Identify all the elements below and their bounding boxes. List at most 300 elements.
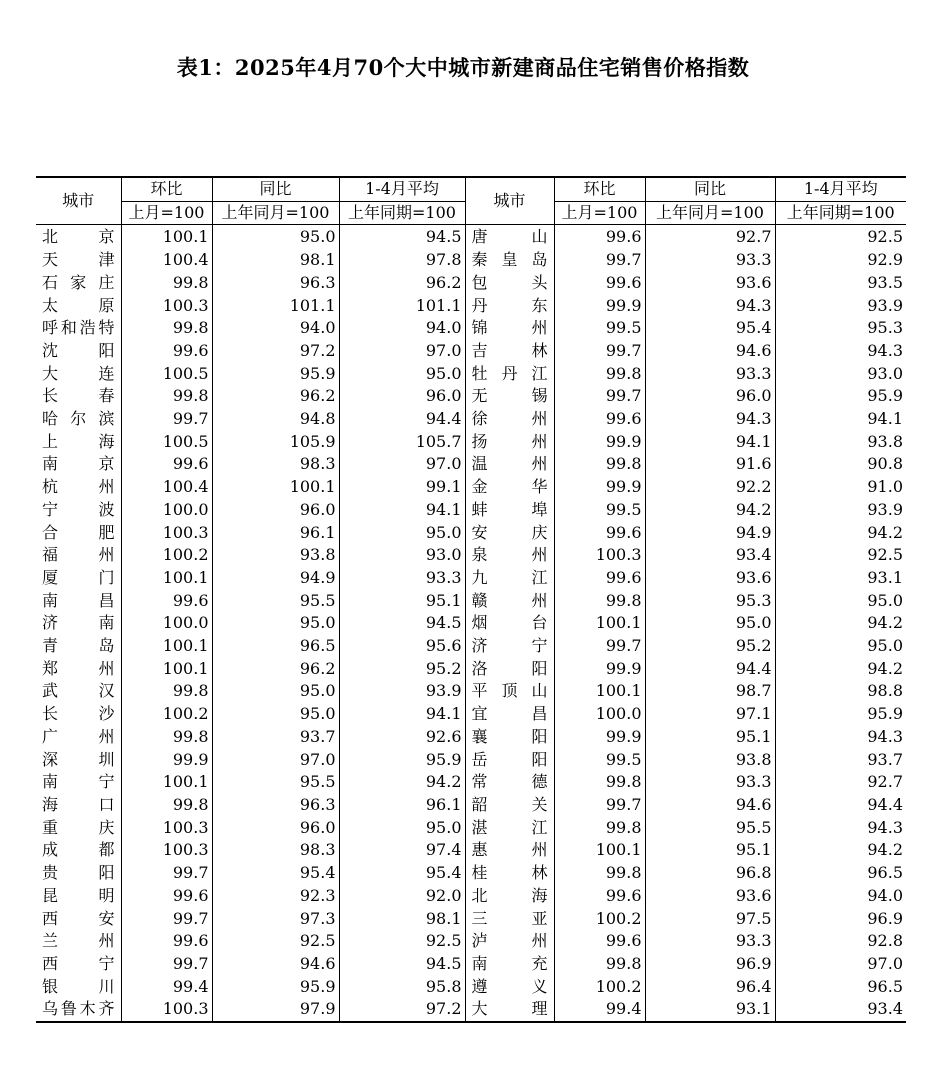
col-base-mom-left: 上月=100 [121, 201, 212, 225]
cell-yoy-left: 105.9 [212, 431, 339, 454]
cell-mom-left: 99.8 [121, 726, 212, 749]
cell-avg-left: 92.0 [339, 885, 465, 908]
table-row [36, 839, 906, 862]
cell-mom-right: 99.8 [554, 453, 645, 476]
cell-yoy-left: 97.9 [212, 998, 339, 1022]
cell-city-left: 杭 州 [42, 477, 115, 497]
cell-mom-right: 99.6 [554, 225, 645, 249]
cell-yoy-right: 94.4 [645, 658, 775, 681]
table-row [36, 749, 906, 772]
cell-city-left: 北 京 [42, 227, 115, 247]
table-row [36, 885, 906, 908]
cell-city-right: 岳 阳 [471, 749, 548, 769]
cell-avg-left: 95.0 [339, 817, 465, 840]
cell-mom-right: 99.5 [554, 317, 645, 340]
cell-city-left: 海 口 [42, 794, 115, 814]
table-row [36, 658, 906, 681]
cell-city-right: 吉 林 [471, 340, 548, 360]
cell-mom-left: 100.5 [121, 363, 212, 386]
cell-city-left: 银 川 [42, 976, 115, 996]
cell-avg-left: 94.5 [339, 612, 465, 635]
table-row [36, 680, 906, 703]
table-row [36, 272, 906, 295]
cell-city-left: 石家庄 [42, 272, 115, 292]
cell-yoy-right: 93.4 [645, 544, 775, 567]
cell-yoy-left: 96.2 [212, 385, 339, 408]
cell-city-left: 武 汉 [42, 681, 115, 701]
cell-avg-right: 94.2 [775, 612, 906, 635]
cell-yoy-right: 95.5 [645, 817, 775, 840]
table-row [36, 794, 906, 817]
cell-avg-left: 94.5 [339, 953, 465, 976]
cell-city-left: 福 州 [42, 545, 115, 565]
cell-avg-right: 94.3 [775, 340, 906, 363]
cell-avg-right: 91.0 [775, 476, 906, 499]
cell-yoy-left: 95.0 [212, 703, 339, 726]
cell-city-right: 唐 山 [471, 227, 548, 247]
table-row [36, 431, 906, 454]
cell-mom-left: 100.3 [121, 839, 212, 862]
cell-yoy-right: 96.0 [645, 385, 775, 408]
cell-yoy-left: 97.2 [212, 340, 339, 363]
cell-yoy-left: 96.0 [212, 817, 339, 840]
header-row-1 [36, 177, 906, 201]
table-row [36, 976, 906, 999]
cell-city-left: 广 州 [42, 726, 115, 746]
cell-mom-right: 99.9 [554, 295, 645, 318]
cell-yoy-right: 95.4 [645, 317, 775, 340]
cell-mom-right: 100.1 [554, 612, 645, 635]
table-row [36, 590, 906, 613]
cell-avg-left: 97.0 [339, 453, 465, 476]
cell-city-right: 泉 州 [471, 545, 548, 565]
cell-yoy-right: 95.3 [645, 590, 775, 613]
cell-city-right: 徐 州 [471, 409, 548, 429]
cell-mom-right: 99.6 [554, 930, 645, 953]
cell-city-left: 上 海 [42, 431, 115, 451]
cell-mom-left: 100.4 [121, 476, 212, 499]
cell-mom-right: 99.6 [554, 885, 645, 908]
table-row [36, 453, 906, 476]
table-row [36, 635, 906, 658]
cell-mom-left: 100.3 [121, 295, 212, 318]
cell-avg-left: 95.0 [339, 363, 465, 386]
cell-mom-left: 99.8 [121, 317, 212, 340]
cell-yoy-left: 101.1 [212, 295, 339, 318]
cell-avg-left: 97.8 [339, 249, 465, 272]
cell-mom-right: 99.6 [554, 567, 645, 590]
cell-mom-left: 99.8 [121, 794, 212, 817]
cell-avg-left: 94.2 [339, 771, 465, 794]
cell-city-left: 贵 阳 [42, 863, 115, 883]
cell-city-right: 湛 江 [471, 817, 548, 837]
cell-yoy-left: 95.5 [212, 771, 339, 794]
cell-yoy-left: 96.0 [212, 499, 339, 522]
cell-avg-right: 92.5 [775, 544, 906, 567]
cell-yoy-right: 98.7 [645, 680, 775, 703]
cell-avg-left: 95.9 [339, 749, 465, 772]
cell-city-right: 大 理 [471, 999, 548, 1019]
cell-avg-left: 94.1 [339, 499, 465, 522]
table-row [36, 771, 906, 794]
table-row [36, 612, 906, 635]
cell-mom-left: 100.0 [121, 499, 212, 522]
cell-mom-right: 99.5 [554, 749, 645, 772]
cell-city-left: 呼和浩特 [42, 318, 115, 338]
cell-city-right: 牡丹江 [471, 363, 548, 383]
cell-yoy-right: 93.1 [645, 998, 775, 1022]
cell-avg-left: 93.9 [339, 680, 465, 703]
cell-avg-right: 94.1 [775, 408, 906, 431]
cell-avg-right: 93.9 [775, 499, 906, 522]
table-row [36, 953, 906, 976]
cell-yoy-left: 96.3 [212, 794, 339, 817]
cell-city-right: 宜 昌 [471, 704, 548, 724]
cell-avg-left: 105.7 [339, 431, 465, 454]
cell-city-right: 常 德 [471, 772, 548, 792]
col-base-avg-right: 上年同期=100 [775, 201, 906, 225]
cell-mom-left: 99.6 [121, 885, 212, 908]
cell-city-right: 桂 林 [471, 863, 548, 883]
cell-avg-right: 92.9 [775, 249, 906, 272]
cell-city-right: 蚌 埠 [471, 499, 548, 519]
cell-yoy-right: 92.2 [645, 476, 775, 499]
cell-yoy-right: 96.9 [645, 953, 775, 976]
cell-avg-left: 96.2 [339, 272, 465, 295]
cell-city-right: 南 充 [471, 953, 548, 973]
cell-city-left: 西 宁 [42, 953, 115, 973]
cell-avg-left: 94.4 [339, 408, 465, 431]
cell-city-left: 西 安 [42, 908, 115, 928]
cell-mom-right: 99.5 [554, 499, 645, 522]
cell-yoy-right: 93.3 [645, 363, 775, 386]
cell-city-left: 大 连 [42, 363, 115, 383]
cell-city-right: 扬 州 [471, 431, 548, 451]
cell-avg-right: 92.5 [775, 225, 906, 249]
table-row [36, 476, 906, 499]
cell-city-left: 深 圳 [42, 749, 115, 769]
cell-mom-left: 99.4 [121, 976, 212, 999]
table-row [36, 522, 906, 545]
cell-mom-left: 99.7 [121, 908, 212, 931]
cell-avg-right: 95.3 [775, 317, 906, 340]
cell-city-left: 南 昌 [42, 590, 115, 610]
cell-mom-left: 99.6 [121, 340, 212, 363]
cell-city-left: 重 庆 [42, 817, 115, 837]
price-index-table [36, 176, 906, 1023]
cell-avg-right: 95.9 [775, 385, 906, 408]
cell-mom-left: 99.9 [121, 749, 212, 772]
col-header-yoy-left: 同比 [212, 177, 339, 201]
cell-mom-right: 99.8 [554, 771, 645, 794]
cell-city-right: 北 海 [471, 885, 548, 905]
cell-avg-right: 94.0 [775, 885, 906, 908]
cell-yoy-right: 96.4 [645, 976, 775, 999]
cell-city-right: 金 华 [471, 477, 548, 497]
cell-mom-right: 99.6 [554, 522, 645, 545]
cell-avg-left: 96.1 [339, 794, 465, 817]
cell-city-right: 安 庆 [471, 522, 548, 542]
table-row [36, 567, 906, 590]
cell-city-right: 无 锡 [471, 386, 548, 406]
table-row [36, 317, 906, 340]
col-base-mom-right: 上月=100 [554, 201, 645, 225]
cell-mom-right: 99.8 [554, 953, 645, 976]
cell-city-right: 丹 东 [471, 295, 548, 315]
cell-yoy-left: 92.3 [212, 885, 339, 908]
cell-city-left: 兰 州 [42, 931, 115, 951]
cell-avg-right: 93.5 [775, 272, 906, 295]
cell-city-right: 烟 台 [471, 613, 548, 633]
cell-yoy-left: 94.6 [212, 953, 339, 976]
cell-city-right: 韶 关 [471, 794, 548, 814]
cell-avg-left: 95.8 [339, 976, 465, 999]
table-row [36, 340, 906, 363]
col-header-avg-left: 1-4月平均 [339, 177, 465, 201]
cell-avg-right: 94.4 [775, 794, 906, 817]
cell-avg-right: 94.3 [775, 726, 906, 749]
col-header-city-left: 城市 [36, 177, 121, 225]
cell-avg-right: 92.7 [775, 771, 906, 794]
cell-yoy-right: 93.6 [645, 567, 775, 590]
cell-mom-left: 100.3 [121, 522, 212, 545]
cell-mom-right: 99.8 [554, 862, 645, 885]
cell-city-left: 太 原 [42, 295, 115, 315]
cell-yoy-left: 93.7 [212, 726, 339, 749]
cell-city-left: 长 沙 [42, 704, 115, 724]
cell-mom-right: 99.8 [554, 590, 645, 613]
cell-yoy-right: 93.3 [645, 930, 775, 953]
col-header-city-right: 城市 [465, 177, 554, 225]
cell-avg-left: 92.5 [339, 930, 465, 953]
cell-mom-left: 100.0 [121, 612, 212, 635]
table-title: 表1：2025年4月70个大中城市新建商品住宅销售价格指数 [176, 55, 750, 80]
cell-yoy-right: 94.9 [645, 522, 775, 545]
cell-city-right: 平顶山 [471, 681, 548, 701]
cell-mom-right: 99.8 [554, 817, 645, 840]
table-row [36, 862, 906, 885]
col-header-avg-right: 1-4月平均 [775, 177, 906, 201]
table-row [36, 817, 906, 840]
col-header-mom-right: 环比 [554, 177, 645, 201]
cell-city-left: 昆 明 [42, 885, 115, 905]
cell-avg-left: 94.0 [339, 317, 465, 340]
cell-yoy-left: 94.8 [212, 408, 339, 431]
cell-avg-right: 95.0 [775, 635, 906, 658]
cell-mom-left: 100.2 [121, 703, 212, 726]
cell-city-right: 襄 阳 [471, 726, 548, 746]
cell-mom-left: 99.6 [121, 590, 212, 613]
table-body [36, 225, 906, 1022]
cell-city-right: 包 头 [471, 272, 548, 292]
cell-mom-left: 99.8 [121, 385, 212, 408]
table-row [36, 726, 906, 749]
cell-yoy-right: 92.7 [645, 225, 775, 249]
cell-yoy-right: 95.1 [645, 839, 775, 862]
cell-yoy-left: 95.9 [212, 363, 339, 386]
cell-mom-left: 99.6 [121, 930, 212, 953]
cell-avg-left: 99.1 [339, 476, 465, 499]
cell-avg-left: 97.0 [339, 340, 465, 363]
table-row [36, 908, 906, 931]
cell-avg-left: 96.0 [339, 385, 465, 408]
cell-mom-right: 100.3 [554, 544, 645, 567]
cell-city-left: 天 津 [42, 250, 115, 270]
cell-city-right: 惠 州 [471, 840, 548, 860]
cell-city-right: 洛 阳 [471, 658, 548, 678]
cell-city-left: 郑 州 [42, 658, 115, 678]
cell-mom-left: 100.1 [121, 635, 212, 658]
cell-avg-right: 93.4 [775, 998, 906, 1022]
cell-yoy-right: 96.8 [645, 862, 775, 885]
cell-avg-right: 93.0 [775, 363, 906, 386]
cell-yoy-right: 95.2 [645, 635, 775, 658]
cell-yoy-left: 95.9 [212, 976, 339, 999]
cell-city-left: 厦 门 [42, 567, 115, 587]
cell-yoy-right: 97.5 [645, 908, 775, 931]
cell-city-left: 宁 波 [42, 499, 115, 519]
cell-avg-right: 97.0 [775, 953, 906, 976]
cell-mom-right: 100.0 [554, 703, 645, 726]
cell-avg-left: 95.0 [339, 522, 465, 545]
cell-avg-left: 95.6 [339, 635, 465, 658]
cell-avg-left: 93.3 [339, 567, 465, 590]
cell-avg-right: 95.9 [775, 703, 906, 726]
cell-mom-right: 99.6 [554, 408, 645, 431]
cell-yoy-right: 94.3 [645, 295, 775, 318]
cell-yoy-left: 97.3 [212, 908, 339, 931]
cell-mom-right: 99.9 [554, 431, 645, 454]
table-row [36, 363, 906, 386]
cell-yoy-left: 95.5 [212, 590, 339, 613]
cell-mom-right: 99.7 [554, 635, 645, 658]
cell-city-right: 济 宁 [471, 636, 548, 656]
cell-city-left: 青 岛 [42, 636, 115, 656]
cell-yoy-right: 95.1 [645, 726, 775, 749]
cell-mom-right: 100.1 [554, 680, 645, 703]
cell-yoy-left: 98.1 [212, 249, 339, 272]
cell-mom-right: 100.1 [554, 839, 645, 862]
cell-yoy-right: 97.1 [645, 703, 775, 726]
cell-mom-right: 99.7 [554, 340, 645, 363]
cell-avg-right: 96.9 [775, 908, 906, 931]
table-row [36, 998, 906, 1022]
cell-avg-left: 93.0 [339, 544, 465, 567]
cell-avg-right: 94.2 [775, 839, 906, 862]
cell-mom-right: 99.7 [554, 249, 645, 272]
cell-yoy-left: 95.0 [212, 612, 339, 635]
cell-yoy-right: 91.6 [645, 453, 775, 476]
cell-mom-left: 100.5 [121, 431, 212, 454]
cell-avg-right: 93.7 [775, 749, 906, 772]
cell-yoy-right: 94.6 [645, 340, 775, 363]
cell-yoy-right: 93.8 [645, 749, 775, 772]
cell-city-left: 合 肥 [42, 522, 115, 542]
cell-avg-right: 93.8 [775, 431, 906, 454]
cell-yoy-right: 94.3 [645, 408, 775, 431]
cell-mom-left: 100.1 [121, 658, 212, 681]
cell-mom-left: 100.1 [121, 225, 212, 249]
cell-yoy-left: 95.0 [212, 680, 339, 703]
cell-yoy-right: 94.6 [645, 794, 775, 817]
cell-yoy-left: 92.5 [212, 930, 339, 953]
table-row [36, 408, 906, 431]
cell-avg-right: 92.8 [775, 930, 906, 953]
cell-city-left: 哈尔滨 [42, 409, 115, 429]
table-row [36, 703, 906, 726]
cell-mom-right: 100.2 [554, 908, 645, 931]
table-row [36, 930, 906, 953]
cell-mom-left: 100.4 [121, 249, 212, 272]
cell-yoy-left: 98.3 [212, 453, 339, 476]
cell-avg-left: 97.2 [339, 998, 465, 1022]
cell-city-right: 赣 州 [471, 590, 548, 610]
cell-avg-right: 96.5 [775, 862, 906, 885]
col-base-yoy-left: 上年同月=100 [212, 201, 339, 225]
cell-mom-right: 99.9 [554, 476, 645, 499]
cell-avg-left: 95.4 [339, 862, 465, 885]
cell-mom-left: 100.2 [121, 544, 212, 567]
cell-yoy-left: 96.2 [212, 658, 339, 681]
cell-city-left: 成 都 [42, 840, 115, 860]
cell-city-left: 南 京 [42, 454, 115, 474]
cell-yoy-left: 96.3 [212, 272, 339, 295]
cell-avg-left: 95.2 [339, 658, 465, 681]
table-row [36, 225, 906, 249]
cell-mom-left: 100.3 [121, 998, 212, 1022]
cell-mom-right: 99.7 [554, 385, 645, 408]
cell-city-right: 秦皇岛 [471, 250, 548, 270]
cell-yoy-left: 96.1 [212, 522, 339, 545]
cell-mom-left: 99.7 [121, 862, 212, 885]
cell-mom-right: 99.8 [554, 363, 645, 386]
cell-avg-right: 98.8 [775, 680, 906, 703]
cell-avg-left: 92.6 [339, 726, 465, 749]
cell-yoy-right: 94.1 [645, 431, 775, 454]
cell-mom-right: 99.9 [554, 658, 645, 681]
cell-avg-right: 94.3 [775, 817, 906, 840]
cell-mom-right: 99.9 [554, 726, 645, 749]
cell-yoy-left: 94.0 [212, 317, 339, 340]
cell-mom-left: 99.8 [121, 272, 212, 295]
cell-yoy-left: 96.5 [212, 635, 339, 658]
cell-mom-left: 100.1 [121, 567, 212, 590]
cell-avg-right: 94.2 [775, 658, 906, 681]
cell-avg-left: 98.1 [339, 908, 465, 931]
table-row [36, 249, 906, 272]
cell-mom-left: 100.3 [121, 817, 212, 840]
cell-city-right: 锦 州 [471, 318, 548, 338]
cell-yoy-right: 93.3 [645, 249, 775, 272]
col-header-yoy-right: 同比 [645, 177, 775, 201]
cell-avg-left: 95.1 [339, 590, 465, 613]
col-base-yoy-right: 上年同月=100 [645, 201, 775, 225]
cell-avg-right: 90.8 [775, 453, 906, 476]
table-row [36, 385, 906, 408]
cell-mom-right: 100.2 [554, 976, 645, 999]
cell-yoy-right: 93.3 [645, 771, 775, 794]
cell-mom-right: 99.4 [554, 998, 645, 1022]
cell-mom-left: 99.7 [121, 408, 212, 431]
cell-yoy-left: 100.1 [212, 476, 339, 499]
cell-city-left: 沈 阳 [42, 340, 115, 360]
cell-mom-right: 99.6 [554, 272, 645, 295]
table-row [36, 499, 906, 522]
table-row [36, 544, 906, 567]
cell-yoy-right: 95.0 [645, 612, 775, 635]
cell-yoy-left: 97.0 [212, 749, 339, 772]
cell-yoy-left: 93.8 [212, 544, 339, 567]
